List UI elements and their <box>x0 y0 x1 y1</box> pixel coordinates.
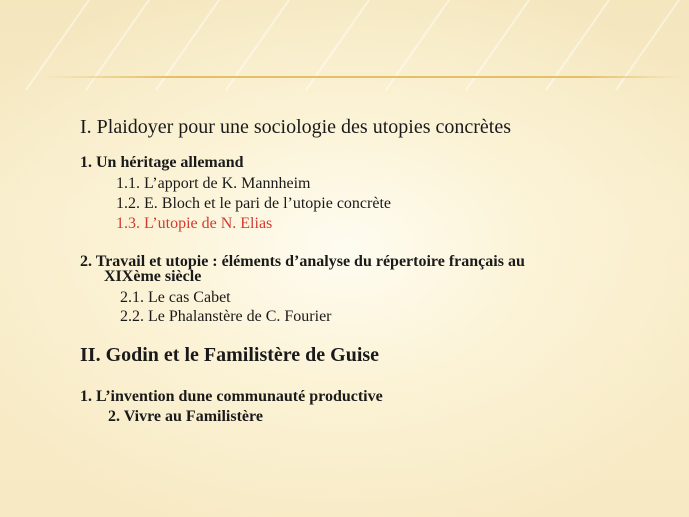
section1-item-2: 1.2. E. Bloch et le pari de l’utopie concrète <box>116 195 392 212</box>
section2-item-1: 2.1. Le cas Cabet <box>120 289 231 306</box>
section2-title-line2: XIXème siècle <box>104 268 202 285</box>
part2-section2-title: 2. Vivre au Familistère <box>108 408 263 425</box>
section1-item-3: 1.3. L’utopie de N. Elias <box>116 215 273 232</box>
part2-title: II. Godin et le Familistère de Guise <box>80 344 380 366</box>
section1-item-1: 1.1. L’apport de K. Mannheim <box>116 175 311 192</box>
part2-section1-title: 1. L’invention dune communauté productive <box>80 388 383 405</box>
section2-item-2: 2.2. Le Phalanstère de C. Fourier <box>120 308 332 325</box>
section2-title-line1: 2. Travail et utopie : éléments d’analyse du répertoire français au <box>80 253 525 270</box>
section1-title: 1. Un héritage allemand <box>80 154 244 171</box>
part1-title: I. Plaidoyer pour une sociologie des utopies concrètes <box>80 116 511 138</box>
